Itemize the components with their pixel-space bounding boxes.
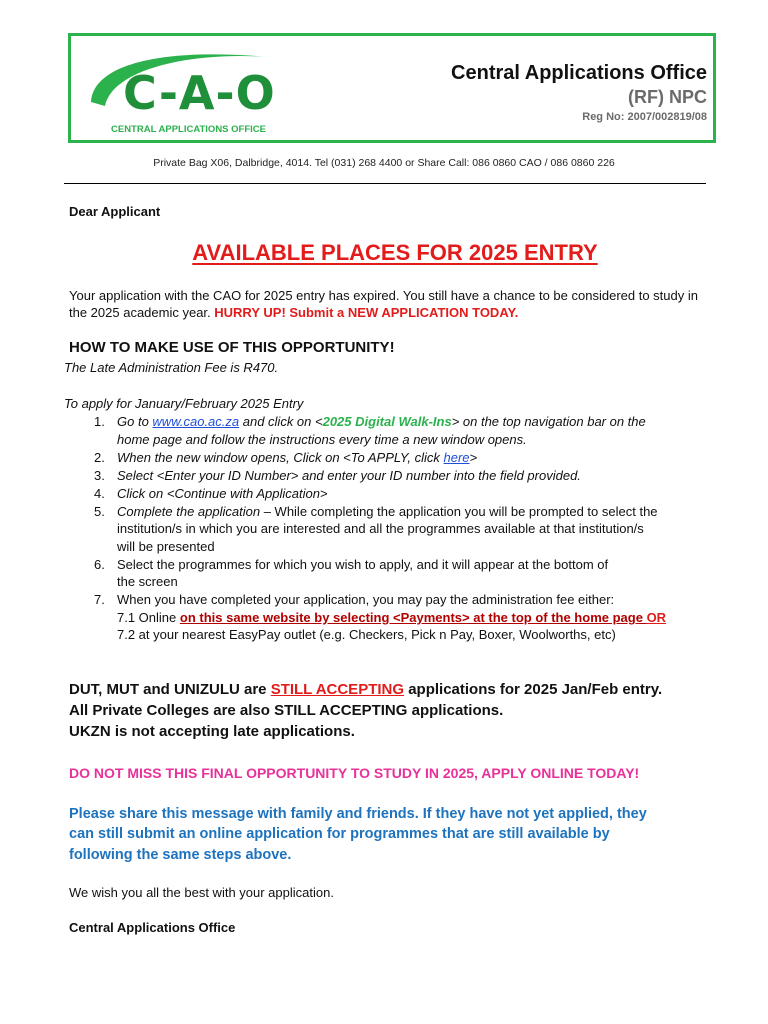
share-line-1: Please share this message with family and friends. If they have not yet applied, they <box>69 806 647 822</box>
letterhead <box>68 33 716 143</box>
accept-text: applications for 2025 Jan/Feb entry. <box>404 681 663 698</box>
step-1-text: > on the top navigation bar on the <box>451 414 646 429</box>
share-line-3: following the same steps above. <box>69 847 292 863</box>
step-3: Select <Enter your ID Number> and enter your ID number into the field provided. <box>117 468 581 483</box>
step-2-text: When the new window opens, Click on <To APPLY, click <box>117 450 444 465</box>
step-2-text: > <box>469 450 478 465</box>
logo-text: C-A-O <box>123 66 276 120</box>
late-fee-note: The Late Administration Fee is R470. <box>64 360 279 375</box>
step-7-1 <box>117 610 666 625</box>
org-name: Central Applications Office <box>451 62 707 84</box>
step-7-2: 7.2 at your nearest EasyPay outlet (e.g. Checkers, Pick n Pay, Boxer, Woolworths, etc) <box>117 627 616 642</box>
private-colleges-notice: All Private Colleges are also STILL ACCEPTING applications. <box>69 702 504 719</box>
still-accepting-notice <box>69 681 662 698</box>
apply-here-link[interactable]: here <box>443 450 470 465</box>
step-4: Click on <Continue with Application> <box>117 486 328 501</box>
step-7: When you have completed your application, you may pay the administration fee either: <box>117 592 615 607</box>
intro-line-1: Your application with the CAO for 2025 entry has expired. You still have a chance to be considered to study in <box>69 288 698 303</box>
signoff: Central Applications Office <box>69 920 236 935</box>
step-1-text: Go to <box>117 414 153 429</box>
or-label: OR <box>646 610 667 625</box>
step-number: 3. <box>94 468 105 483</box>
step-number: 4. <box>94 486 105 501</box>
ukzn-notice: UKZN is not accepting late applications. <box>69 723 355 740</box>
header-divider <box>64 183 706 184</box>
step-number: 1. <box>94 414 105 429</box>
accept-text: DUT, MUT and UNIZULU are <box>69 681 271 698</box>
cao-website-link[interactable]: www.cao.ac.za <box>152 414 240 429</box>
registration-number: Reg No: 2007/002819/08 <box>582 111 707 123</box>
cao-logo <box>83 44 283 139</box>
step-5-text: – While completing the application you will be prompted to select the <box>260 504 658 519</box>
step-2 <box>117 450 477 465</box>
step-6-line-2: the screen <box>117 574 178 589</box>
step-5 <box>117 504 658 519</box>
apply-intro: To apply for January/February 2025 Entry <box>64 396 304 411</box>
step-number: 7. <box>94 592 105 607</box>
greeting: Dear Applicant <box>69 204 161 219</box>
contact-address: Private Bag X06, Dalbridge, 4014. Tel (031) 268 4400 or Share Call: 086 0860 CAO / 086 0860 226 <box>153 157 615 169</box>
org-type: (RF) NPC <box>628 87 707 107</box>
step-5-line-3: will be presented <box>117 539 215 554</box>
intro-text: the 2025 academic year. <box>69 305 215 320</box>
howto-heading: HOW TO MAKE USE OF THIS OPPORTUNITY! <box>69 339 395 356</box>
still-accepting-label: STILL ACCEPTING <box>270 681 405 698</box>
page-title: AVAILABLE PLACES FOR 2025 ENTRY <box>192 240 598 265</box>
step-5-line-2: institution/s in which you are interested and all the programmes available at that institution/s <box>117 521 644 536</box>
step-6: Select the programmes for which you wish to apply, and it will appear at the bottom of <box>117 557 609 572</box>
step-number: 2. <box>94 450 105 465</box>
closing-wish: We wish you all the best with your application. <box>69 885 334 900</box>
intro-line-2 <box>69 305 518 320</box>
step-5-label: Complete the application <box>117 504 261 519</box>
step-1 <box>117 414 646 429</box>
hurry-notice: HURRY UP! Submit a NEW APPLICATION TODAY. <box>214 305 519 320</box>
step-7-1-label: 7.1 Online <box>117 610 180 625</box>
share-line-2: can still submit an online application for programmes that are still available by <box>69 826 610 842</box>
logo-subtitle: CENTRAL APPLICATIONS OFFICE <box>111 124 266 135</box>
step-number: 6. <box>94 557 105 572</box>
final-call-notice: DO NOT MISS THIS FINAL OPPORTUNITY TO STUDY IN 2025, APPLY ONLINE TODAY! <box>69 765 640 781</box>
step-1-line-2: home page and follow the instructions every time a new window opens. <box>117 432 527 447</box>
digital-walk-ins-label: 2025 Digital Walk-Ins <box>322 414 452 429</box>
step-1-text: and click on < <box>239 414 323 429</box>
step-number: 5. <box>94 504 105 519</box>
payments-instruction: on this same website by selecting <Payments> at the top of the home page <box>179 610 647 625</box>
